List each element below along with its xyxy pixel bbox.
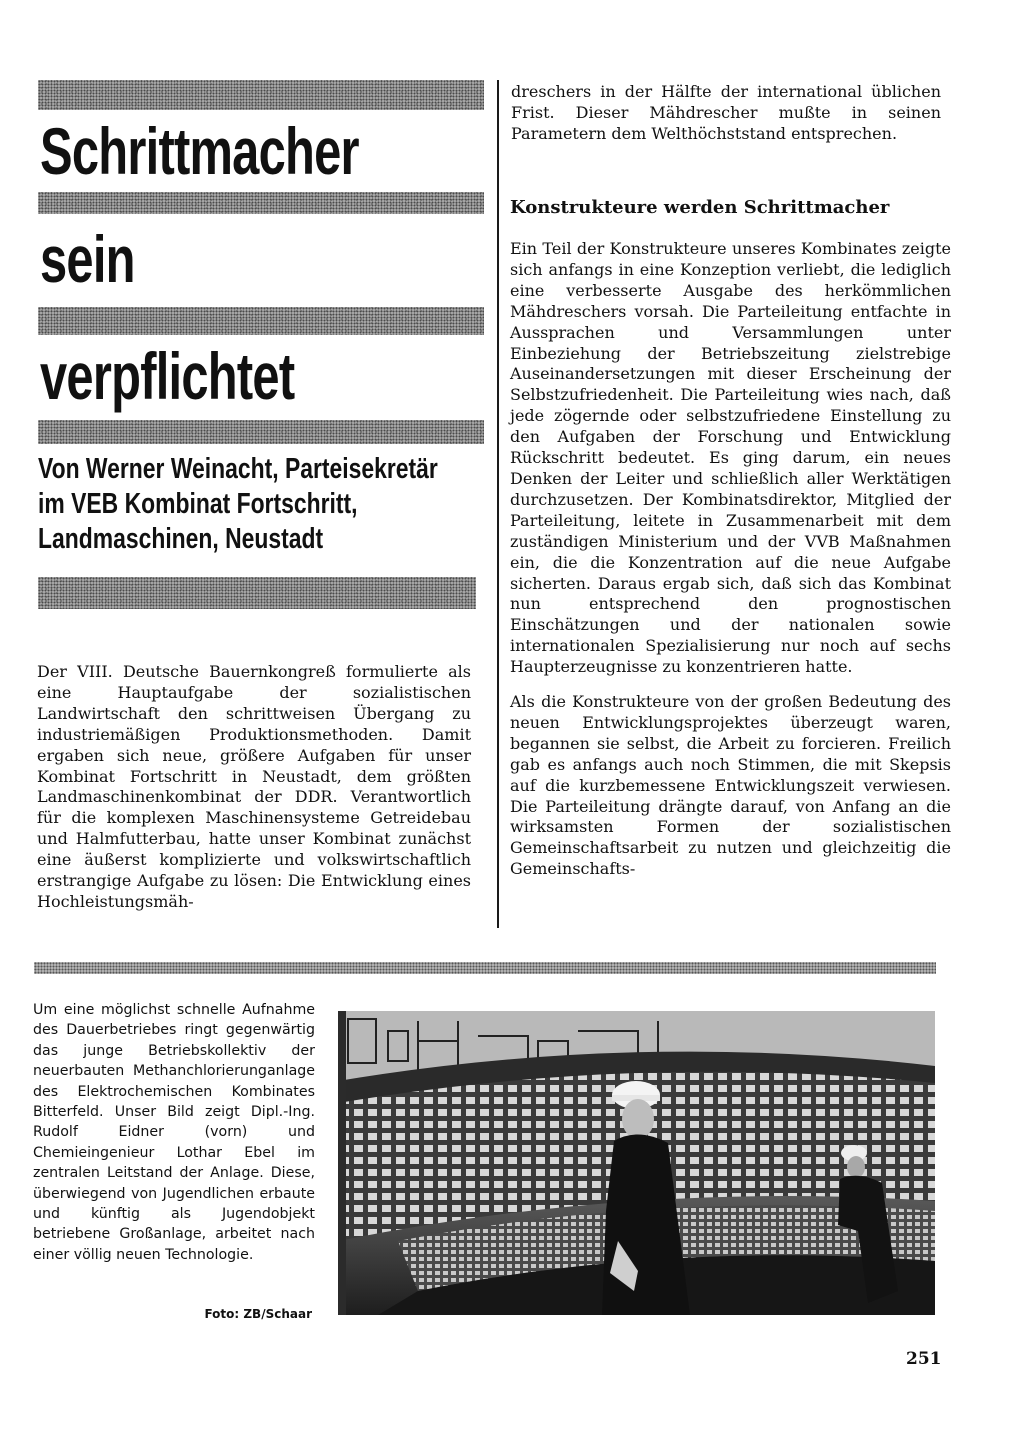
intro-paragraph: Der VIII. Deutsche Bauernkongreß formulierte als eine Hauptaufgabe der sozialistischen Landwirtschaft den schrittweisen Übergang zu industriemäßigen Produktionsmethoden. Damit ergaben sich neue, größere Aufgaben für unser Kombinat Fortschritt in Neustadt, dem größten Landmaschinenkombinat der DDR. Verantwortlich für die komplexen Maschinensysteme Getreidebau und Halmfutterbau, hatte unser Kombinat zunächst eine äußerst komplizierte und volkswirtschaftlich erstrangige Aufgabe zu lösen: Die Entwicklung eines Hochleistungsmäh- bbox=[37, 662, 471, 911]
halftone-bar-3 bbox=[38, 307, 484, 335]
byline-line-3: Landmaschinen, Neustadt bbox=[38, 523, 324, 555]
photo-caption: Um eine möglichst schnelle Aufnahme des Dauerbetriebes ringt gegenwärtig das junge Betriebskollektiv der neuerbauten Methanchlorierunganlage des Elektrochemischen Kombinates Bitterfeld. Unser Bild zeigt Dipl.-Ing. Rudolf Eidner (vorn) und Chemieingenieur Lothar Ebel im zentralen Leitstand der Anlage. Diese, überwiegend von Jugendlichen erbaute und künftig als Jugendobjekt betriebene Großanlage, arbeitet nach einer völlig neuen Technologie. bbox=[33, 1002, 315, 1263]
headline-line-2: sein bbox=[40, 222, 135, 296]
paragraph-1: Ein Teil der Konstrukteure unseres Kombinates zeigte sich anfangs in eine Konzeption verliebt, die lediglich eine verbesserte Ausgabe des herkömmlichen Mähdreschers vorsah. Die Parteileitung entfachte in Aussprachen und Versammlungen unter Einbeziehung der Betriebszeitung zielstrebige Auseinandersetzungen mit dieser Erscheinung der Selbstzufriedenheit. Die Parteileitung wies nach, daß jede zögernde oder selbstzufriedene Einstellung zu den Aufgaben der Forschung und Entwicklung Rückschritt bedeutet. Es ging darum, ein neues Denken der Leiter und schließlich aller Werktätigen durchzusetzen. Der Kombinatsdirektor, Mitglied der Parteileitung, leitete in Zusammenarbeit mit dem zuständigen Ministerium und der VVB Maßnahmen ein, die die Konzentration auf die neue Aufgabe sicherten. Daraus ergab sich, daß sich das Kombinat nun entsprechend den prognostischen Einschätzungen und der nationalen sowie internationalen Spezialisierung nur noch auf sechs Haupterzeugnisse zu konzentrieren hatte. bbox=[510, 239, 951, 677]
headline-line-3: verpflichtet bbox=[40, 339, 295, 413]
halftone-bar-5 bbox=[38, 577, 476, 609]
control-room-photo bbox=[338, 1011, 935, 1315]
column-divider bbox=[497, 80, 499, 928]
halftone-bar-1 bbox=[38, 80, 484, 110]
byline-line-1: Von Werner Weinacht, Parteisekretär bbox=[38, 453, 438, 485]
subheading: Konstrukteure werden Schrittmacher bbox=[510, 197, 890, 218]
byline bbox=[38, 452, 480, 557]
right-column-continuation: dreschers in der Hälfte der international üblichen Frist. Dieser Mähdrescher mußte in seinen Parametern dem Welthöchststand entsprechen. bbox=[511, 82, 941, 143]
right-column-body bbox=[510, 239, 951, 892]
halftone-bar-2 bbox=[38, 192, 484, 214]
byline-line-2: im VEB Kombinat Fortschritt, bbox=[38, 488, 358, 520]
halftone-bar-4 bbox=[38, 420, 484, 444]
paragraph-2: Als die Konstrukteure von der großen Bedeutung des neuen Entwicklungsprojektes überzeugt waren, begannen sie selbst, die Arbeit zu forcieren. Freilich gab es anfangs auch noch Stimmen, die mit Skepsis auf die kurzbemessene Entwicklungszeit verwiesen. Die Parteileitung drängte darauf, von Anfang an die wirksamsten Formen der sozialistischen Gemeinschaftsarbeit zu nutzen und gleichzeitig die Gemeinschafts- bbox=[510, 692, 951, 879]
section-divider bbox=[34, 962, 936, 974]
page-number: 251 bbox=[906, 1349, 942, 1369]
headline-line-1: Schrittmacher bbox=[40, 114, 359, 188]
photo-credit: Foto: ZB/Schaar bbox=[204, 1307, 312, 1321]
